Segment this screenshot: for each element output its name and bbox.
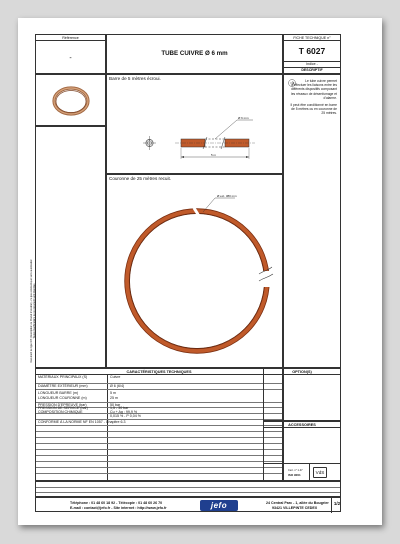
coil-diameter-label: Ø ext. 380 mm [217,193,237,198]
coil-caption: Couronne de 25 mètres recuit. [109,175,172,181]
bar-length-label: 5 m [211,153,217,157]
char-row-norm: CONFORME À LA NORME NF EN 1057 - Chapitre 6.3 [38,420,126,424]
coil-thumbnail-image [36,75,107,127]
fiche-number: T 6027 [298,46,326,56]
char-row-value: Cu + Ag : 99,9 % [110,409,138,414]
footer-email: E-mail : contact@jefo.fr - Site internet : http://www.jefo.fr [70,505,167,510]
char-row-value: 25 m [110,395,118,400]
description-cell [283,74,341,368]
bar-caption: Barre de 5 mètres écroui. [109,75,161,81]
coil-view-cell [106,174,283,368]
char-row-value: Ø 6 (6/4) [110,383,125,388]
coil-drawing [107,175,284,369]
char-row-label: MATÉRIAUX PRINCIPAUX (S) [38,374,88,379]
characteristics-table [35,368,283,481]
char-row-label: LONGUEUR COURONNE (m) [38,395,87,400]
char-row-value: 50 bar [110,402,121,407]
accessories-header: ACCESSOIRES [288,422,316,427]
char-row-value: 1,5 - 30 bar [110,406,129,410]
char-row-label: PRESSION DE SERVICE (bar) [38,406,88,410]
char-row-label: LONGUEUR BARRE (m) [38,391,79,395]
char-row-value: Cuivre [110,374,121,379]
char-row-label: DIAMÈTRE EXTÉRIEUR (mm) [38,383,88,388]
indice-label: Indice - [306,62,318,66]
reference-label: Référence [62,35,79,40]
title-cell [106,34,283,74]
footer-address-1: 24 Central Parc - 1, allée du Bougrier [266,500,329,505]
footer-phone: Téléphone : 01 48 60 18 92 - Télécopie : 01 48 60 26 70 [70,500,163,505]
description-text-2: Il peut être conditionné en barre de 5 mètres ou en couronne de 25 mètres. [290,103,337,116]
jefo-logo [200,500,238,511]
footer [35,497,341,512]
thumbnail-cell [35,74,106,126]
bar-diameter-label: Ø 6 mm [238,115,249,120]
cert-small-text: Cert. n° 1.47 [288,469,303,472]
bar-view-cell [106,74,283,174]
bar-drawing [107,75,284,175]
accessories-box [263,421,341,481]
characteristics-header: CARACTÉRISTIQUES TECHNIQUES [126,369,192,374]
description-text-1: Le tube cuivre permet d'effectuer les liaisons entre les différents dispositifs composant les réseaux de désenfumage et d'alarme. [290,79,337,100]
page-number: 1/2 [333,501,341,506]
side-text-line-1: Document de type DPI (Description de Produit Industriel) - ne pas communiquer sans autorisation [30,259,33,363]
page-title: TUBE CUIVRE Ø 6 mm [161,50,228,57]
bottom-band [35,481,341,497]
vds-logo [313,467,327,478]
description-label: DESCRIPTIF [301,68,323,72]
char-row-label: COMPOSITION CHIMIQUE [38,409,83,414]
options-header: OPTION(S) [292,369,312,374]
char-row-value: 5 m [110,391,116,395]
reference-value: - [69,55,72,62]
side-text-line-2: Toutes modifications de ce document sont interdites [33,283,36,339]
iso-label: ISO 9001 [288,473,301,477]
fiche-cell [283,34,341,74]
char-row-value: 0,015 % - P 0,04 % [110,413,141,418]
options-box [263,368,341,421]
footer-address-2: 93421 VILLEPINTE CEDEX [272,505,318,510]
char-row-label: PRESSION D'EPREUVE (bar) [38,402,87,407]
reference-cell [35,34,106,74]
jefo-logo-text: jefo [210,500,228,510]
left-empty-column [35,126,106,368]
datasheet-page [18,18,382,525]
vds-logo-text: VdS [315,470,325,475]
fiche-label: FICHE TECHNIQUE n° [293,35,331,40]
